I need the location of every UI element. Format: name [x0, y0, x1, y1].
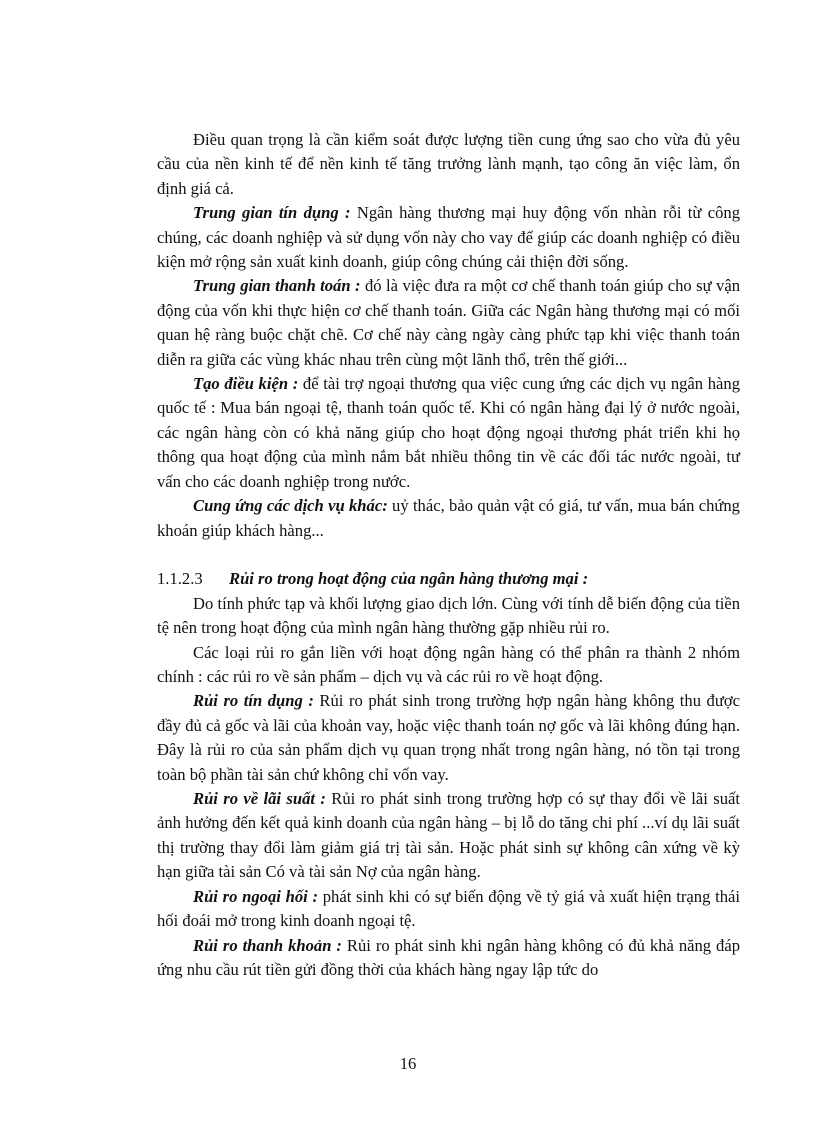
- paragraph-fx-risk: [157, 885, 740, 934]
- paragraph-money-supply: [157, 128, 740, 201]
- paragraph-term: Rủi ro ngoại hối :: [193, 886, 319, 906]
- paragraph-text: phát sinh khi có sự biến động về tỷ giá và xuất hiện trạng thái hối đoái mở trong kinh doanh ngoại tệ.: [157, 886, 740, 931]
- paragraph-text: Do tính phức tạp và khối lượng giao dịch lớn. Cùng với tính dễ biến động của tiền tệ nên trong hoạt động của mình ngân hàng thường gặp nhiều rủi ro.: [157, 593, 740, 638]
- paragraph-text: đó là việc đưa ra một cơ chế thanh toán giúp cho sự vận động của vốn khi thực hiện cơ chế thanh toán. Giữa các Ngân hàng thương mại có mối quan hệ ràng buộc chặt chẽ. Cơ chế này càng ngày càng phức tạp khi việc thanh toán diễn ra giữa các vùng khác nhau trên cùng một lãnh thổ, trên thế giới...: [157, 276, 740, 369]
- paragraph-term: Trung gian thanh toán :: [193, 276, 361, 296]
- paragraph-text: Các loại rủi ro gắn liền với hoạt động ngân hàng có thể phân ra thành 2 nhóm chính : các rủi ro về sản phẩm – dịch vụ và các rủi ro về hoạt động.: [157, 642, 740, 687]
- paragraph-liquidity-risk: [157, 934, 740, 983]
- paragraph-text: để tài trợ ngoại thương qua việc cung ứng các dịch vụ ngân hàng quốc tế : Mua bán ngoại tệ, thanh toán quốc tế. Khi có ngân hàng đại lý ở nước ngoài, các ngân hàng còn có khả năng giúp cho hoạt động ngoại thương phát triển khi họ thông qua hoạt động của mình nắm bắt nhiều thông tin về các đối tác nước ngoài, tư vấn cho các doanh nghiệp trong nước.: [157, 374, 740, 491]
- paragraph-term: Tạo điều kiện :: [193, 374, 299, 394]
- section-title: Rủi ro trong hoạt động của ngân hàng thương mại :: [229, 569, 589, 589]
- section-heading: [157, 567, 740, 591]
- paragraph-term: Cung ứng các dịch vụ khác:: [193, 496, 388, 516]
- paragraph-interest-risk: [157, 787, 740, 885]
- paragraph-term: Rủi ro về lãi suất :: [193, 789, 326, 809]
- page-number: 16: [399, 1054, 417, 1073]
- paragraph-risk-intro: [157, 592, 740, 641]
- paragraph-text: Rủi ro phát sinh trong trường hợp có sự thay đổi về lãi suất ảnh hưởng đến kết quả kinh doanh của ngân hàng – bị lỗ do tăng chi phí ...ví dụ lãi suất thị trường thay đổi làm giảm giá trị tài sản. Hoặc phát sinh sự không cân xứng về kỳ hạn giữa tài sản Có và tài sản Nợ của ngân hàng.: [157, 789, 740, 882]
- paragraph-risk-groups: [157, 641, 740, 690]
- paragraph-text: Rủi ro phát sinh trong trường hợp ngân hàng không thu được đầy đủ cả gốc và lãi của khoản vay, hoặc việc thanh toán nợ gốc và lãi không đúng hạn. Đây là rủi ro của sản phẩm dịch vụ quan trọng nhất trong ngân hàng, nó tồn tại trong toàn bộ phần tài sản chứ không chỉ vốn vay.: [157, 691, 740, 784]
- section-number: 1.1.2.3: [157, 569, 203, 589]
- paragraph-text: Rủi ro phát sinh khi ngân hàng không có đủ khả năng đáp ứng nhu cầu rút tiền gửi đồng thời của khách hàng ngay lập tức do: [157, 935, 740, 979]
- paragraph-payment-intermediary: [157, 274, 740, 372]
- paragraph-text: uỷ thác, bảo quản vật có giá, tư vấn, mua bán chứng khoán giúp khách hàng...: [157, 496, 740, 540]
- paragraph-text: Ngân hàng thương mại huy động vốn nhàn rỗi từ công chúng, các doanh nghiệp và sử dụng vốn này cho vay để giúp các doanh nghiệp có điều kiện mở rộng sản xuất kinh doanh, giúp công chúng cải thiện đời sống.: [157, 203, 740, 272]
- paragraph-text: Điều quan trọng là cần kiểm soát được lượng tiền cung ứng sao cho vừa đủ yêu cầu của nền kinh tế để nền kinh tế tăng trưởng lành mạnh, tạo công ăn việc làm, ổn định giá cả.: [157, 130, 740, 198]
- page-body: [157, 128, 740, 982]
- paragraph-credit-intermediary: [157, 201, 740, 274]
- paragraph-term: Trung gian tín dụng :: [193, 203, 351, 223]
- paragraph-credit-risk: [157, 689, 740, 787]
- paragraph-create-conditions: [157, 372, 740, 494]
- paragraph-term: Rủi ro thanh khoản :: [193, 935, 342, 955]
- paragraph-other-services: [157, 494, 740, 543]
- paragraph-term: Rủi ro tín dụng :: [193, 691, 314, 711]
